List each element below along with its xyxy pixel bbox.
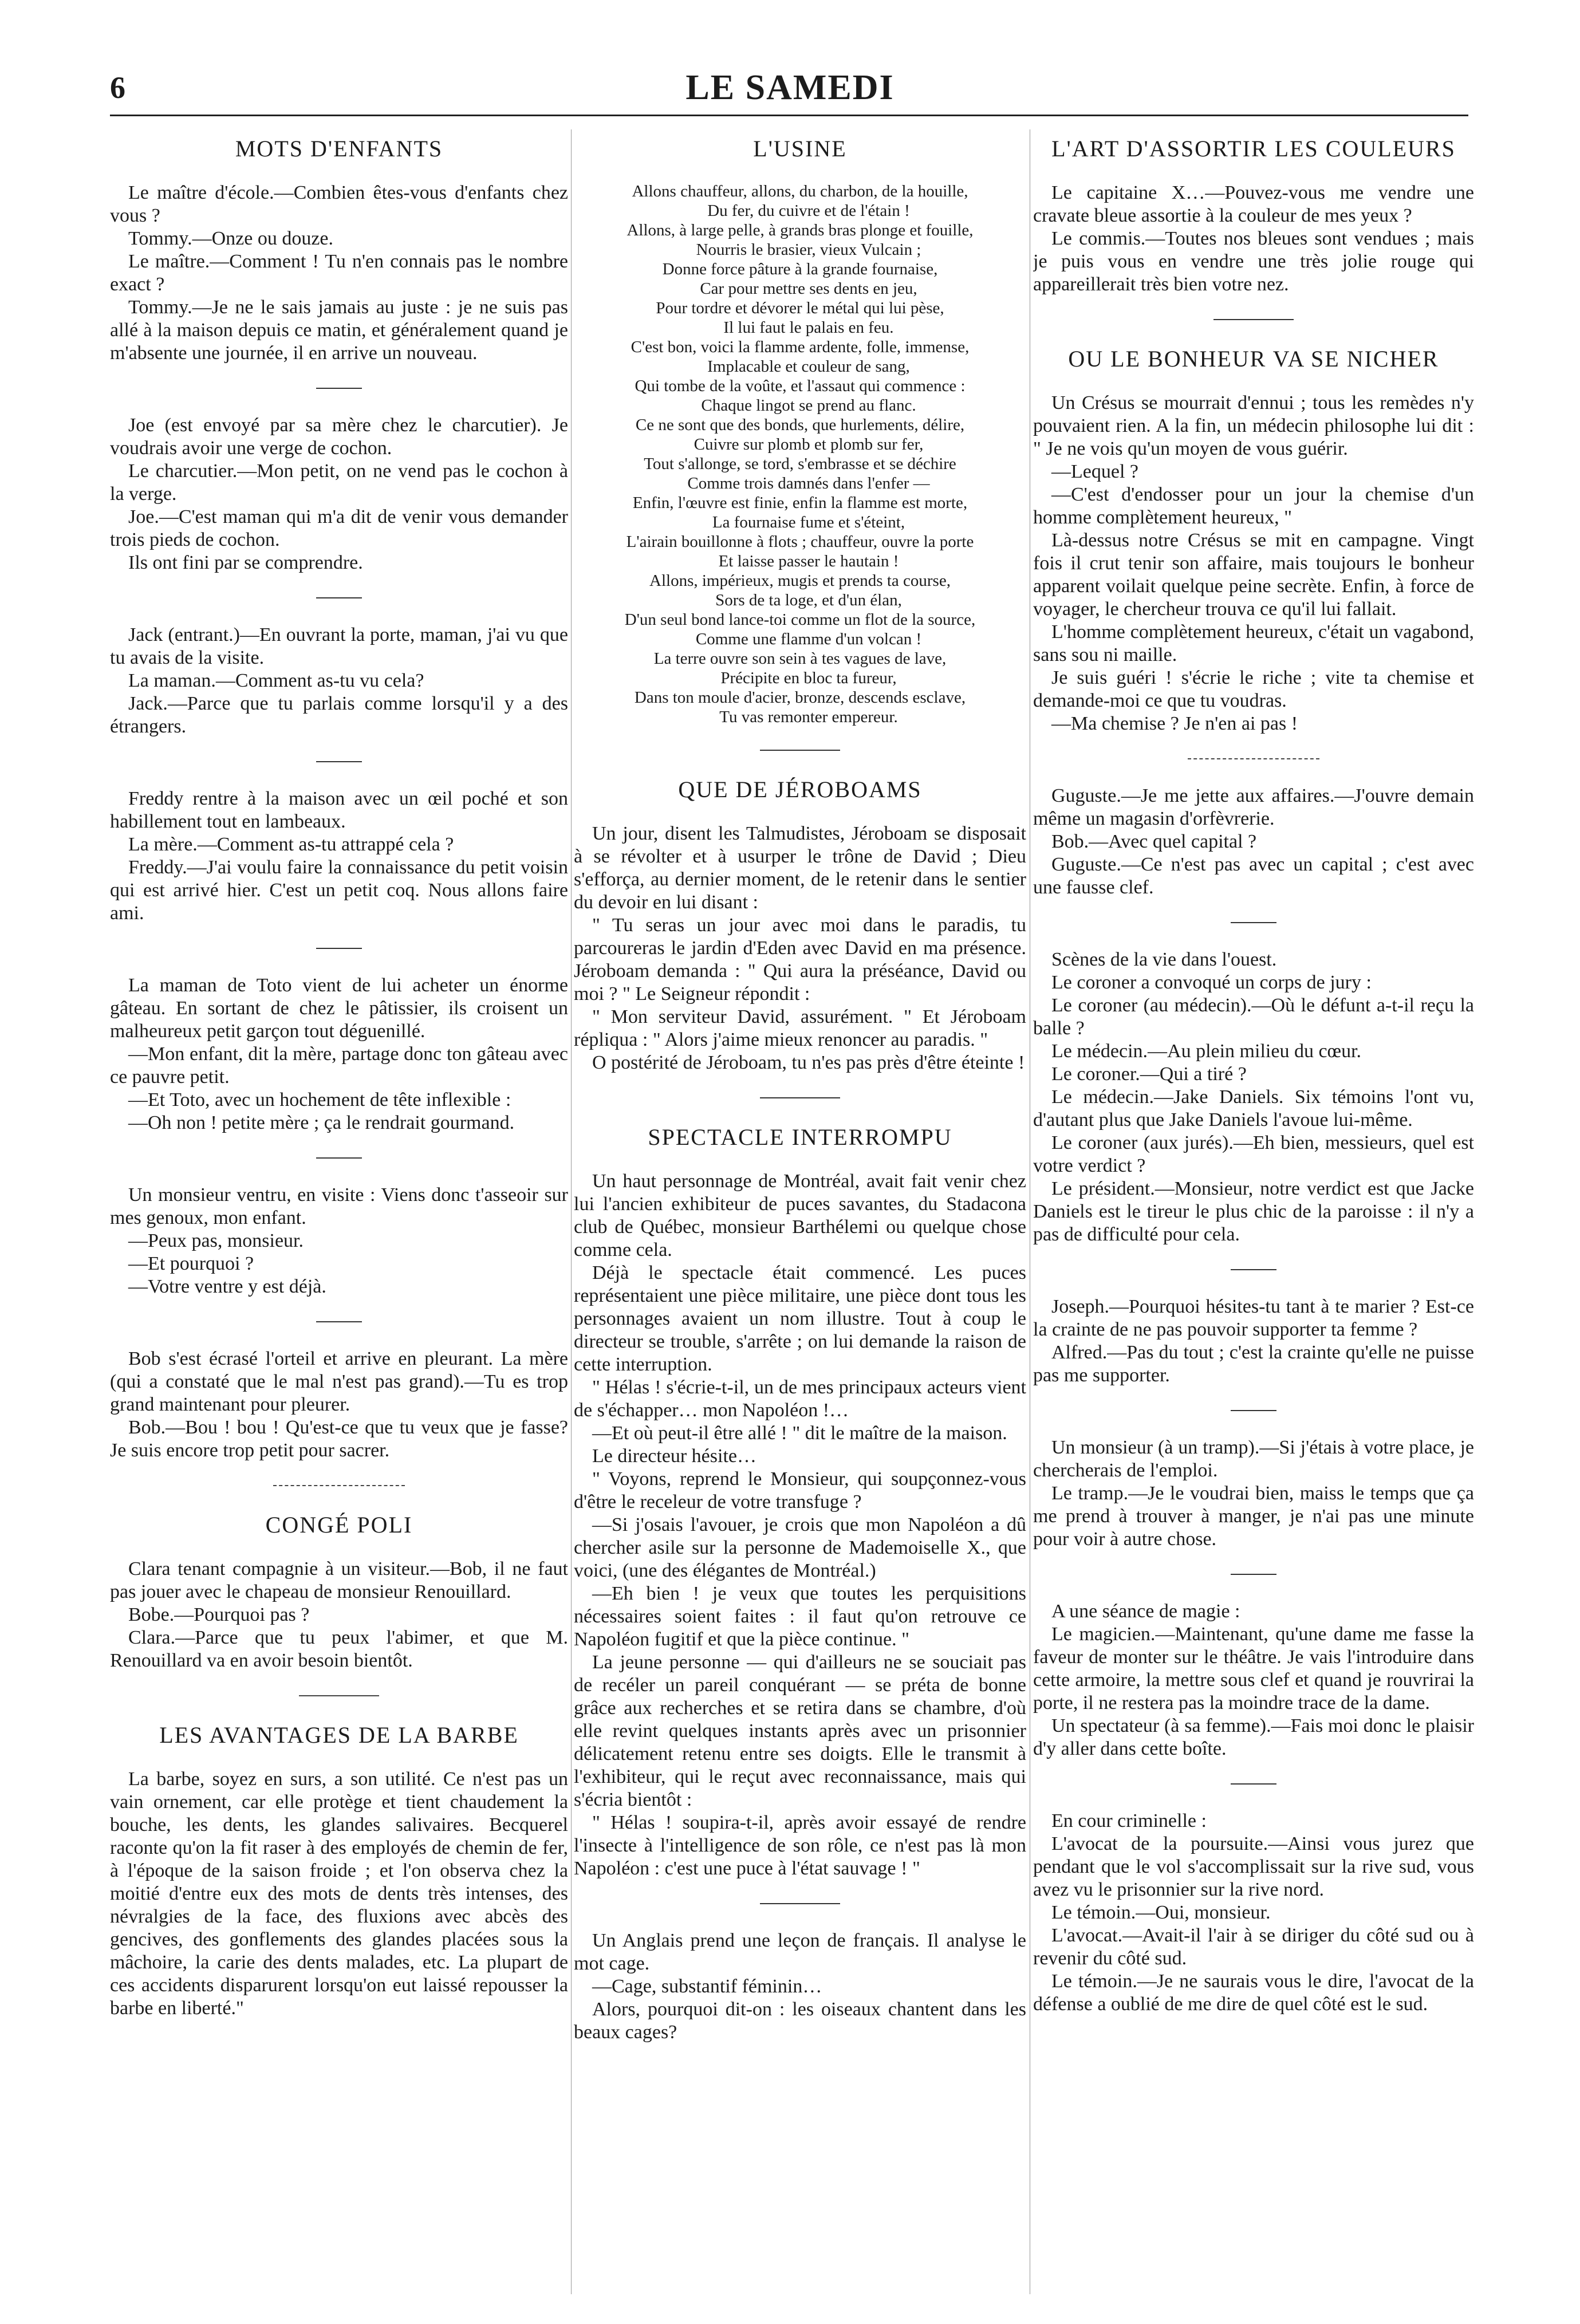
paragraph: Jack (entrant.)—En ouvrant la porte, maman, j'ai vu que tu avais de la visite. <box>110 624 568 668</box>
paragraph: La maman.—Comment as-tu vu cela? <box>128 670 424 691</box>
paragraph: La jeune personne — qui d'ailleurs ne se souciait pas de recéler un pareil conquérant — se préta de bonne grâce aux recherches et se retira dans se chambre, d'où elle revint quelques instants après avec un prisonnier délicatement retenu entre ses doigts. Elle le transmit à l'exhibiteur, qui le reçut avec reconnaissance, mais qui s'écria bientôt : <box>574 1652 1026 1810</box>
poem-line: D'un seul bond lance-toi comme un flot de la source, <box>624 610 976 629</box>
art-assortir-article <box>1033 182 1474 296</box>
anecdote <box>1033 1436 1474 1551</box>
paragraph: Freddy.—J'ai voulu faire la connaissance du petit voisin qui est arrivé hier. C'est un petit coq. Nous allons faire ami. <box>110 857 568 924</box>
paragraph: Le coroner a convoqué un corps de jury : <box>1051 972 1372 993</box>
poem-line: Tout s'allonge, se tord, s'embrasse et se déchire <box>644 455 956 473</box>
anecdote <box>110 1184 568 1298</box>
paragraph: Clara tenant compagnie à un visiteur.—Bob, il ne faut pas jouer avec le chapeau de monsieur Renouillard. <box>110 1558 568 1602</box>
section-heading-art-assortir-couleurs: L'ART D'ASSORTIR LES COULEURS <box>1051 136 1456 162</box>
paragraph: Là-dessus notre Crésus se mit en campagne. Vingt fois il crut tenir son affaire, mais toujours le bonheur apparent voilait quelque peine secrète. Enfin, à force de voyager, le chercheur trouva ce qu'il lui fallait. <box>1033 530 1474 620</box>
section-heading-bonheur-nicher: OU LE BONHEUR VA SE NICHER <box>1068 346 1439 372</box>
separator <box>316 1157 362 1159</box>
paragraph: La mère.—Comment as-tu attrappé cela ? <box>128 834 454 855</box>
poem-line: Donne force pâture à la grande fournaise, <box>662 260 938 278</box>
section-heading-conge-poli: CONGÉ POLI <box>265 1512 413 1538</box>
separator <box>1188 758 1319 759</box>
poem-line: Pour tordre et dévorer le métal qui lui pèse, <box>656 299 944 317</box>
paragraph: —Oh non ! petite mère ; ça le rendrait gourmand. <box>128 1112 515 1133</box>
poem-line: Comme trois damnés dans l'enfer — <box>687 474 930 493</box>
anecdote <box>110 787 568 925</box>
paragraph: —Lequel ? <box>1051 461 1138 482</box>
paragraph: Le maître.—Comment ! Tu n'en connais pas le nombre exact ? <box>110 251 568 295</box>
paragraph: Guguste.—Je me jette aux affaires.—J'ouvre demain même un magasin d'orfèvrerie. <box>1033 785 1474 829</box>
poem-line: Sors de ta loge, et d'un élan, <box>715 591 902 609</box>
poem-line: C'est bon, voici la flamme ardente, folle, immense, <box>631 338 970 356</box>
paragraph: Tommy.—Je ne le sais jamais au juste : je ne suis pas allé à la maison depuis ce matin, et généralement quand je m'absente une journée, il en arrive un nouveau. <box>110 297 568 364</box>
paragraph: Bob s'est écrasé l'orteil et arrive en pleurant. La mère (qui a constaté que le mal n'est pas grand).—Tu es trop grand maintenant pour pleurer. <box>110 1348 568 1415</box>
paragraph: Un monsieur ventru, en visite : Viens donc t'asseoir sur mes genoux, mon enfant. <box>110 1184 568 1228</box>
poem-line: Cuivre sur plomb et plomb sur fer, <box>694 435 924 454</box>
anecdote <box>1033 1295 1474 1387</box>
col3-anecdotes <box>1033 785 1474 2016</box>
separator <box>1231 1269 1276 1270</box>
paragraph: —C'est d'endosser pour un jour la chemise d'un homme complètement heureux, " <box>1033 484 1474 528</box>
anecdote <box>1033 948 1474 1246</box>
page-number: 6 <box>110 70 125 105</box>
poem-line: Chaque lingot se prend au flanc. <box>701 396 916 415</box>
paragraph: Freddy rentre à la maison avec un œil poché et son habillement tout en lambeaux. <box>110 788 568 832</box>
paragraph: Jack.—Parce que tu parlais comme lorsqu'il y a des étrangers. <box>110 693 568 737</box>
lusine-poem <box>574 182 1026 727</box>
column-2 <box>574 129 1026 2300</box>
paragraph: Alfred.—Pas du tout ; c'est la crainte qu'elle ne puisse pas me supporter. <box>1033 1342 1474 1386</box>
paragraph: L'avocat de la poursuite.—Ainsi vous jurez que pendant que le vol s'accomplissait sur la rive sud, vous avez vu le prisonnier sur la rive nord. <box>1033 1833 1474 1900</box>
paragraph: —Mon enfant, dit la mère, partage donc ton gâteau avec ce pauvre petit. <box>110 1043 568 1088</box>
paragraph: —Si j'osais l'avouer, je crois que mon Napoléon a dû chercher asile sur la personne de Mademoiselle X., que voici, (une des élégantes de Montréal.) <box>574 1514 1026 1581</box>
anecdote <box>110 624 568 738</box>
anecdote <box>1033 1600 1474 1760</box>
paragraph: —Peux pas, monsieur. <box>128 1230 304 1251</box>
poem-line: Allons chauffeur, allons, du charbon, de la houille, <box>632 182 968 200</box>
poem-line: La fournaise fume et s'éteint, <box>712 513 905 531</box>
separator <box>316 597 362 598</box>
poem-line: Allons, impérieux, mugis et prends ta course, <box>649 572 951 590</box>
paragraph: Le magicien.—Maintenant, qu'une dame me fasse la faveur de monter sur le théâtre. Je vais l'introduire dans cette armoire, la mettre sous clef et quand je rouvrirai la porte, il ne restera pas la moindre trace de la dame. <box>1033 1624 1474 1714</box>
paragraph: Tommy.—Onze ou douze. <box>128 228 333 249</box>
separator <box>316 1321 362 1322</box>
paragraph: " Hélas ! soupira-t-il, après avoir essayé de rendre l'insecte à l'intelligence de son rôle, ce n'est pas là mon Napoléon : c'est une puce à l'état sauvage ! " <box>574 1812 1026 1879</box>
paragraph: Déjà le spectacle était commencé. Les puces représentaient une pièce militaire, une pièce dont tous les personnages avaient un nom illustre. Tout à coup le directeur se trouble, s'arrête ; on lui demande la raison de cette interruption. <box>574 1262 1026 1375</box>
anecdote <box>1033 1810 1474 2016</box>
poem-line: Il lui faut le palais en feu. <box>723 318 894 337</box>
section-heading-avantages-barbe: LES AVANTAGES DE LA BARBE <box>159 1722 519 1748</box>
anecdote <box>110 414 568 574</box>
paragraph: —Ma chemise ? Je n'en ai pas ! <box>1051 713 1298 734</box>
paragraph: " Tu seras un jour avec moi dans le paradis, tu parcoureras le jardin d'Eden avec David en ma présence. Jéroboam demanda : " Qui aura la préséance, David ou moi ? " Le Seigneur répondit : <box>574 915 1026 1005</box>
separator <box>1231 1574 1276 1575</box>
poem-line: Car pour mettre ses dents en jeu, <box>700 279 917 298</box>
anecdote <box>110 182 568 365</box>
poem-line: Ce ne sont que des bonds, que hurlements, délire, <box>635 416 965 434</box>
column-3 <box>1033 129 1474 2300</box>
paragraph: Le coroner (au médecin).—Où le défunt a-t-il reçu la balle ? <box>1033 995 1474 1039</box>
separator <box>1231 1783 1276 1785</box>
poem-line: Tu vas remonter empereur. <box>719 708 898 726</box>
masthead-title: LE SAMEDI <box>685 68 895 107</box>
paragraph: Un haut personnage de Montréal, avait fait venir chez lui l'ancien exhibiteur de puces savantes, du Stadacona club de Québec, monsieur Barthélemi ou quelque chose comme cela. <box>574 1171 1026 1261</box>
poem-line: Dans ton moule d'acier, bronze, descends esclave, <box>634 688 966 707</box>
separator <box>316 388 362 389</box>
paragraph: Scènes de la vie dans l'ouest. <box>1051 949 1277 970</box>
paragraph: Le tramp.—Je le voudrai bien, maiss le temps que ça me prend à trouver à manger, je n'ai pas une minute pour voir à autre chose. <box>1033 1483 1474 1550</box>
poem-line: Comme une flamme d'un volcan ! <box>695 630 922 648</box>
paragraph: Joe.—C'est maman qui m'a dit de venir vous demander trois pieds de cochon. <box>110 506 568 550</box>
paragraph: Guguste.—Ce n'est pas avec un capital ; c'est avec une fausse clef. <box>1033 854 1474 898</box>
paragraph: L'avocat.—Avait-il l'air à se diriger du côté sud ou à revenir du côté sud. <box>1033 1925 1474 1969</box>
paragraph: Le capitaine X…—Pouvez-vous me vendre une cravate bleue assortie à la couleur de mes yeux ? <box>1033 182 1474 226</box>
paragraph: Le médecin.—Au plein milieu du cœur. <box>1051 1041 1362 1062</box>
paragraph: —Et où peut-il être allé ! " dit le maître de la maison. <box>592 1423 1007 1444</box>
separator <box>760 1903 840 1904</box>
jeroboams-article <box>574 822 1026 1074</box>
anecdote <box>1033 785 1474 899</box>
spectacle-interrompu-article <box>574 1170 1026 1880</box>
paragraph: —Eh bien ! je veux que toutes les perquisitions nécessaires soient faites : il faut qu'on retrouve ce Napoléon fugitif et que la pièce continue. " <box>574 1583 1026 1650</box>
anecdote <box>110 974 568 1135</box>
poem-line: La terre ouvre son sein à tes vagues de lave, <box>653 649 947 668</box>
paragraph: Bob.—Avec quel capital ? <box>1051 831 1257 852</box>
paragraph: Le médecin.—Jake Daniels. Six témoins l'ont vu, d'autant plus que Jake Daniels l'avoue lui-même. <box>1033 1086 1474 1131</box>
paragraph: Le président.—Monsieur, notre verdict est que Jacke Daniels est le tireur le plus chic de la paroisse : il n'y a pas de difficulté pour cela. <box>1033 1178 1474 1245</box>
poem-line: Et laisse passer le hautain ! <box>718 552 899 570</box>
paragraph: Un jour, disent les Talmudistes, Jéroboam se disposait à se révolter et à usurper le trône de David ; Dieu s'efforça, au dernier moment, de le retenir dans le sentier du devoir en lui disant : <box>574 823 1026 913</box>
paragraph: Le coroner (aux jurés).—Eh bien, messieurs, quel est votre verdict ? <box>1033 1132 1474 1176</box>
paragraph: Un monsieur (à un tramp).—Si j'étais à votre place, je chercherais de l'emploi. <box>1033 1437 1474 1481</box>
paragraph: " Voyons, reprend le Monsieur, qui soupçonnez-vous d'être le receleur de votre transfuge ? <box>574 1468 1026 1512</box>
section-heading-mots-denfants: MOTS D'ENFANTS <box>235 136 443 162</box>
paragraph: L'homme complètement heureux, c'était un vagabond, sans sou ni maille. <box>1033 621 1474 665</box>
poem-line: Qui tombe de la voûte, et l'assaut qui commence : <box>635 377 966 395</box>
paragraph: Un Crésus se mourrait d'ennui ; tous les remèdes n'y pouvaient rien. A la fin, un médecin philosophe lui dit : " Je ne vois qu'un moyen de vous guérir. <box>1033 392 1474 459</box>
anecdote <box>110 1348 568 1462</box>
paragraph: —Cage, substantif féminin… <box>592 1976 822 1997</box>
avantages-barbe-article <box>110 1768 568 2020</box>
bonheur-article <box>1033 392 1474 735</box>
separator <box>1231 922 1276 923</box>
poem-line: L'airain bouillonne à flots ; chauffeur, ouvre la porte <box>626 533 974 551</box>
column-1 <box>110 129 568 2300</box>
paragraph: Le directeur hésite… <box>592 1445 756 1467</box>
paragraph: En cour criminelle : <box>1051 1810 1207 1831</box>
paragraph: Le maître d'école.—Combien êtes-vous d'enfants chez vous ? <box>110 182 568 226</box>
paragraph: Le commis.—Toutes nos bleues sont vendues ; mais je puis vous en vendre une très jolie rouge qui appareillerait très bien votre nez. <box>1033 228 1474 295</box>
separator <box>760 750 840 751</box>
paragraph: Un spectateur (à sa femme).—Fais moi donc le plaisir d'y aller dans cette boîte. <box>1033 1715 1474 1759</box>
paragraph: Bobe.—Pourquoi pas ? <box>128 1604 310 1625</box>
anglais-anecdote <box>574 1929 1026 2044</box>
conge-poli-article <box>110 1558 568 1672</box>
paragraph: Je suis guéri ! s'écrie le riche ; vite ta chemise et demande-moi ce que tu voudras. <box>1033 667 1474 711</box>
paragraph: —Et pourquoi ? <box>128 1253 254 1274</box>
paragraph: Le témoin.—Je ne saurais vous le dire, l'avocat de la défense a oublié de me dire de quel côté est le sud. <box>1033 1971 1474 2015</box>
poem-line: Nourris le brasier, vieux Vulcain ; <box>696 241 921 259</box>
separator <box>316 948 362 949</box>
column-divider <box>571 129 572 2294</box>
paragraph: La barbe, soyez en surs, a son utilité. Ce n'est pas un vain ornement, car elle protège et tient chaudement la bouche, les dents, les glandes salivaires. Becquerel raconte qu'on la fit raser à des employés de chemin de fer, à l'époque de la saison froide ; et l'on observa chez la moitié d'entre eux des mots de dents très intenses, des névralgies de la face, des fluxions avec abcès des gencives, des gonflements des glandes placées sous la mâchoire, la carie des dents malades, etc. La plupart de ces accidents disparurent lorsqu'on eut laissé repousser la barbe en liberté." <box>110 1768 568 2019</box>
section-heading-lusine: L'USINE <box>753 136 847 162</box>
separator <box>299 1695 379 1696</box>
separator <box>316 761 362 762</box>
paragraph: —Et Toto, avec un hochement de tête inflexible : <box>128 1089 511 1110</box>
paragraph: " Mon serviteur David, assurément. " Et Jéroboam répliqua : " Alors j'aime mieux renoncer au paradis. " <box>574 1006 1026 1050</box>
paragraph: Clara.—Parce que tu peux l'abimer, et que M. Renouillard va en avoir besoin bientôt. <box>110 1627 568 1671</box>
paragraph: Le coroner.—Qui a tiré ? <box>1051 1063 1247 1085</box>
separator <box>1231 1410 1276 1411</box>
section-heading-spectacle-interrompu: SPECTACLE INTERROMPU <box>648 1124 952 1150</box>
paragraph: Le témoin.—Oui, monsieur. <box>1051 1902 1271 1923</box>
paragraph: Ils ont fini par se comprendre. <box>128 552 363 573</box>
poem-line: Du fer, du cuivre et de l'étain ! <box>707 202 910 220</box>
poem-line: Allons, à large pelle, à grands bras plonge et fouille, <box>627 221 974 239</box>
paragraph: O postérité de Jéroboam, tu n'es pas près d'être éteinte ! <box>592 1052 1025 1073</box>
separator <box>1213 319 1294 320</box>
paragraph: Joe (est envoyé par sa mère chez le charcutier). Je voudrais avoir une verge de cochon. <box>110 415 568 459</box>
paragraph: La maman de Toto vient de lui acheter un énorme gâteau. En sortant de chez le pâtissier, ils croisent un malheureux petit garçon tout déguenillé. <box>110 975 568 1042</box>
separator <box>273 1485 405 1486</box>
poem-line: Enfin, l'œuvre est finie, enfin la flamme est morte, <box>632 494 968 512</box>
header-rule <box>110 115 1468 116</box>
paragraph: Le charcutier.—Mon petit, on ne vend pas le cochon à la verge. <box>110 460 568 505</box>
paragraph: A une séance de magie : <box>1051 1601 1240 1622</box>
paragraph: Joseph.—Pourquoi hésites-tu tant à te marier ? Est-ce la crainte de ne pas pouvoir supporter ta femme ? <box>1033 1296 1474 1340</box>
mots-denfants-article <box>110 182 568 1462</box>
section-heading-jeroboams: QUE DE JÉROBOAMS <box>678 777 922 802</box>
paragraph: Un Anglais prend une leçon de français. Il analyse le mot cage. <box>574 1930 1026 1974</box>
paragraph: Bob.—Bou ! bou ! Qu'est-ce que tu veux que je fasse? Je suis encore trop petit pour sacrer. <box>110 1417 568 1461</box>
paragraph: Alors, pourquoi dit-on : les oiseaux chantent dans les beaux cages? <box>574 1999 1026 2043</box>
separator <box>760 1097 840 1098</box>
poem-line: Précipite en bloc ta fureur, <box>720 669 897 687</box>
poem-line: Implacable et couleur de sang, <box>707 357 910 376</box>
paragraph: " Hélas ! s'écrie-t-il, un de mes principaux acteurs vient de s'échapper… mon Napoléon !… <box>574 1377 1026 1421</box>
paragraph: —Votre ventre y est déjà. <box>128 1276 326 1297</box>
